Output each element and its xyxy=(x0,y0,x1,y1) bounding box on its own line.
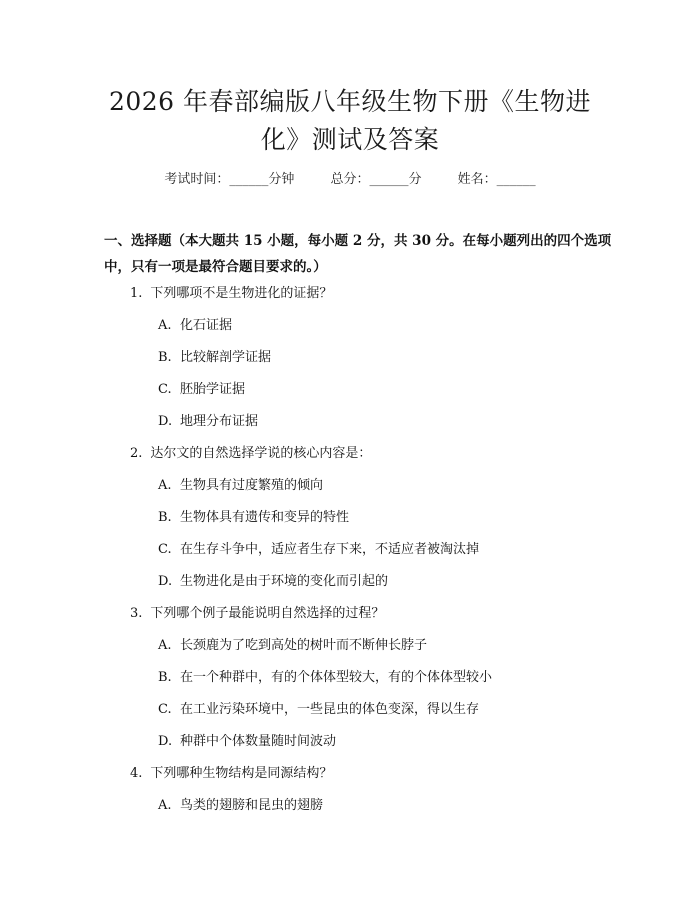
option-text: 胚胎学证据 xyxy=(180,382,246,397)
question-text: 下列哪个例子最能说明自然选择的过程？ xyxy=(150,606,385,621)
option-letter: A. xyxy=(158,798,172,813)
option-letter: C. xyxy=(158,702,172,717)
option-letter: D. xyxy=(158,574,173,589)
option-text: 鸟类的翅膀和昆虫的翅膀 xyxy=(180,798,324,813)
option-letter: A. xyxy=(158,318,172,333)
option-text: 在一个种群中，有的个体体型较大，有的个体体型较小 xyxy=(180,670,493,685)
question-text: 下列哪项不是生物进化的证据？ xyxy=(150,286,333,301)
question-4-option-a xyxy=(158,794,323,813)
total-score-field: 总分：______分 xyxy=(330,172,422,187)
question-1-option-b xyxy=(158,346,271,365)
question-text: 下列哪种生物结构是同源结构？ xyxy=(150,766,333,781)
exam-time-field: 考试时间：______分钟 xyxy=(164,172,295,187)
question-number: 4. xyxy=(130,766,143,781)
option-text: 在工业污染环境中，一些昆虫的体色变深，得以生存 xyxy=(180,702,480,717)
option-text: 地理分布证据 xyxy=(180,414,259,429)
question-number: 1. xyxy=(130,286,143,301)
question-1 xyxy=(130,282,332,301)
question-1-option-d xyxy=(158,410,258,429)
question-4 xyxy=(130,762,332,781)
question-number: 3. xyxy=(130,606,143,621)
option-letter: A. xyxy=(158,638,172,653)
option-letter: B. xyxy=(158,510,172,525)
option-text: 长颈鹿为了吃到高处的树叶而不断伸长脖子 xyxy=(180,638,428,653)
question-3-option-d xyxy=(158,730,336,749)
option-letter: A. xyxy=(158,478,172,493)
option-text: 生物进化是由于环境的变化而引起的 xyxy=(180,574,389,589)
option-letter: B. xyxy=(158,350,172,365)
option-letter: D. xyxy=(158,734,173,749)
document-title-line-2: 化》测试及答案 xyxy=(260,125,440,154)
exam-info-row xyxy=(0,168,700,187)
question-3 xyxy=(130,602,384,621)
option-text: 生物体具有遗传和变异的特性 xyxy=(180,510,350,525)
option-text: 生物具有过度繁殖的倾向 xyxy=(180,478,324,493)
option-letter: C. xyxy=(158,542,172,557)
option-letter: C. xyxy=(158,382,172,397)
option-letter: D. xyxy=(158,414,173,429)
section-heading-choice: 一、选择题（本大题共 15 小题，每小题 2 分，共 30 分。在每小题列出的四个选项中，只有一项是最符合题目要求的。） xyxy=(104,233,612,275)
question-3-option-c xyxy=(158,698,479,717)
question-1-option-c xyxy=(158,378,245,397)
question-3-option-b xyxy=(158,666,492,685)
question-3-option-a xyxy=(158,634,427,653)
option-text: 在生存斗争中，适应者生存下来，不适应者被淘汰掉 xyxy=(180,542,480,557)
option-text: 化石证据 xyxy=(180,318,233,333)
question-text: 达尔文的自然选择学说的核心内容是： xyxy=(150,446,372,461)
question-2 xyxy=(130,442,371,461)
option-text: 种群中个体数量随时间波动 xyxy=(180,734,337,749)
question-2-option-c xyxy=(158,538,479,557)
document-title-line-1: 2026 年春部编版八年级生物下册《生物进 xyxy=(108,87,592,116)
student-name-field: 姓名：______ xyxy=(457,172,536,187)
question-2-option-d xyxy=(158,570,388,589)
question-2-option-b xyxy=(158,506,349,525)
option-letter: B. xyxy=(158,670,172,685)
question-2-option-a xyxy=(158,474,323,493)
question-number: 2. xyxy=(130,446,143,461)
option-text: 比较解剖学证据 xyxy=(180,350,272,365)
question-1-option-a xyxy=(158,314,232,333)
